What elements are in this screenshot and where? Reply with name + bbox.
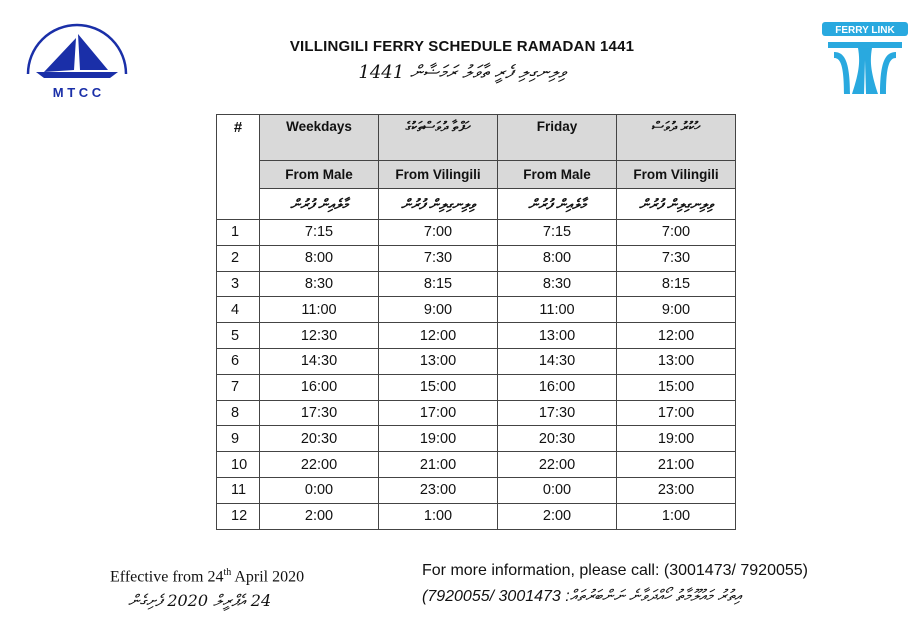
contact-info-dhivehi: އިތުރު މައުލޫމާތު ހޯއްދަވާނެ ނަންބަރުތައް: 3001473 /7920055) [422, 588, 742, 605]
table-row [217, 297, 736, 323]
time-cell: 15:00 [379, 374, 498, 400]
group-header-weekdays: Weekdays [260, 115, 379, 161]
time-cell: 9:00 [617, 297, 736, 323]
time-cell: 22:00 [260, 452, 379, 478]
schedule-table [216, 114, 736, 530]
time-cell: 8:15 [617, 271, 736, 297]
row-number: 1 [217, 220, 260, 246]
time-cell: 13:00 [617, 348, 736, 374]
row-number: 10 [217, 452, 260, 478]
contact-info: For more information, please call: (3001473/ 7920055) [422, 562, 808, 579]
row-number: 11 [217, 477, 260, 503]
table-row [217, 323, 736, 349]
direction-header-dv: ވިލިނގިލިން ފުރުން [379, 189, 498, 220]
time-cell: 23:00 [617, 477, 736, 503]
time-cell: 7:30 [617, 245, 736, 271]
effective-date-dhivehi: 24 އެޕްރީލް 2020 ފެށިގެން [128, 591, 272, 610]
effective-date-suffix: April 2020 [231, 568, 305, 586]
direction-header-dv: މާލެއިން ފުރުން [498, 189, 617, 220]
page-title: VILLINGILI FERRY SCHEDULE RAMADAN 1441 [289, 38, 635, 55]
group-header-friday: Friday [498, 115, 617, 161]
page-subtitle-dhivehi: ވިލިނގިލި ފެރީ ތާވަލު ރަމަޟާން 1441 [358, 62, 566, 83]
time-cell: 0:00 [260, 477, 379, 503]
time-cell: 13:00 [498, 323, 617, 349]
time-cell: 2:00 [260, 503, 379, 529]
direction-header-dv: ވިލިނގިލިން ފުރުން [617, 189, 736, 220]
row-number: 7 [217, 374, 260, 400]
row-number: 9 [217, 426, 260, 452]
effective-date [110, 567, 304, 586]
time-cell: 22:00 [498, 452, 617, 478]
time-cell: 20:30 [260, 426, 379, 452]
time-cell: 1:00 [379, 503, 498, 529]
row-number: 3 [217, 271, 260, 297]
ferry-link-logo-text: FERRY LINK [835, 25, 895, 36]
time-cell: 1:00 [617, 503, 736, 529]
row-number: 2 [217, 245, 260, 271]
time-cell: 20:30 [498, 426, 617, 452]
direction-header: From Male [498, 161, 617, 189]
row-number: 5 [217, 323, 260, 349]
time-cell: 2:00 [498, 503, 617, 529]
table-row [217, 220, 736, 246]
time-cell: 14:30 [260, 348, 379, 374]
direction-header: From Vilingili [379, 161, 498, 189]
group-header-friday-dv: ހުކުރު ދުވަސް [617, 115, 736, 161]
time-cell: 8:30 [260, 271, 379, 297]
row-number: 6 [217, 348, 260, 374]
table-row [217, 245, 736, 271]
time-cell: 8:00 [498, 245, 617, 271]
time-cell: 17:00 [379, 400, 498, 426]
time-cell: 11:00 [260, 297, 379, 323]
group-header-weekdays-dv: ހަފްތާ ދުވަސްތަކުގެ [379, 115, 498, 161]
table-row [217, 271, 736, 297]
time-cell: 12:00 [617, 323, 736, 349]
mtcc-logo-text: M T C C [52, 85, 102, 100]
time-cell: 0:00 [498, 477, 617, 503]
time-cell: 7:15 [260, 220, 379, 246]
time-cell: 16:00 [498, 374, 617, 400]
time-cell: 8:00 [260, 245, 379, 271]
effective-date-prefix: Effective from 24 [110, 568, 224, 586]
time-cell: 7:30 [379, 245, 498, 271]
time-cell: 14:30 [498, 348, 617, 374]
time-cell: 12:00 [379, 323, 498, 349]
table-row [217, 374, 736, 400]
table-row [217, 452, 736, 478]
row-number: 8 [217, 400, 260, 426]
time-cell: 9:00 [379, 297, 498, 323]
row-number: 12 [217, 503, 260, 529]
time-cell: 17:30 [260, 400, 379, 426]
time-cell: 21:00 [379, 452, 498, 478]
time-cell: 7:00 [617, 220, 736, 246]
table-row [217, 348, 736, 374]
row-number-header: # [217, 115, 260, 220]
time-cell: 19:00 [617, 426, 736, 452]
time-cell: 7:15 [498, 220, 617, 246]
time-cell: 7:00 [379, 220, 498, 246]
table-row [217, 400, 736, 426]
table-row [217, 426, 736, 452]
direction-header-dv: މާލެއިން ފުރުން [260, 189, 379, 220]
time-cell: 21:00 [617, 452, 736, 478]
table-row [217, 503, 736, 529]
row-number: 4 [217, 297, 260, 323]
time-cell: 12:30 [260, 323, 379, 349]
time-cell: 16:00 [260, 374, 379, 400]
time-cell: 23:00 [379, 477, 498, 503]
ferry-link-logo [820, 20, 910, 98]
time-cell: 11:00 [498, 297, 617, 323]
time-cell: 8:30 [498, 271, 617, 297]
time-cell: 15:00 [617, 374, 736, 400]
time-cell: 8:15 [379, 271, 498, 297]
time-cell: 19:00 [379, 426, 498, 452]
time-cell: 17:30 [498, 400, 617, 426]
time-cell: 13:00 [379, 348, 498, 374]
table-row [217, 477, 736, 503]
direction-header: From Vilingili [617, 161, 736, 189]
effective-date-ordinal: th [223, 567, 232, 578]
time-cell: 17:00 [617, 400, 736, 426]
direction-header: From Male [260, 161, 379, 189]
